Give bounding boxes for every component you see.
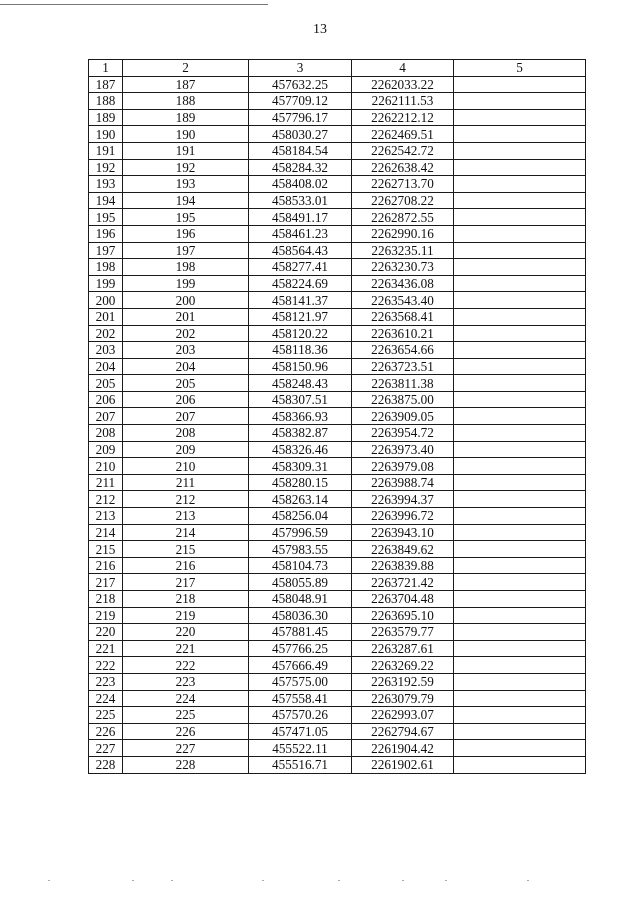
x-coordinate-cell: 458366.93	[249, 408, 352, 425]
note-cell	[454, 375, 586, 392]
point-number-cell: 214	[123, 524, 249, 541]
note-cell	[454, 142, 586, 159]
point-number-cell: 224	[123, 690, 249, 707]
note-cell	[454, 707, 586, 724]
y-coordinate-cell: 2262638.42	[352, 159, 454, 176]
y-coordinate-cell: 2263973.40	[352, 441, 454, 458]
row-number-cell: 215	[89, 541, 123, 558]
note-cell	[454, 259, 586, 276]
y-coordinate-cell: 2263230.73	[352, 259, 454, 276]
y-coordinate-cell: 2262111.53	[352, 93, 454, 110]
row-number-cell: 221	[89, 640, 123, 657]
row-number-cell: 227	[89, 740, 123, 757]
row-number-cell: 209	[89, 441, 123, 458]
y-coordinate-cell: 2262872.55	[352, 209, 454, 226]
x-coordinate-cell: 455522.11	[249, 740, 352, 757]
table-row	[89, 126, 586, 143]
table-row	[89, 176, 586, 193]
y-coordinate-cell: 2262708.22	[352, 192, 454, 209]
x-coordinate-cell: 458141.37	[249, 292, 352, 309]
row-number-cell: 188	[89, 93, 123, 110]
row-number-cell: 228	[89, 756, 123, 773]
row-number-cell: 211	[89, 474, 123, 491]
table-row	[89, 624, 586, 641]
table-row	[89, 375, 586, 392]
note-cell	[454, 591, 586, 608]
note-cell	[454, 358, 586, 375]
point-number-cell: 196	[123, 225, 249, 242]
note-cell	[454, 624, 586, 641]
row-number-cell: 205	[89, 375, 123, 392]
point-number-cell: 197	[123, 242, 249, 259]
x-coordinate-cell: 457709.12	[249, 93, 352, 110]
y-coordinate-cell: 2263839.88	[352, 557, 454, 574]
scan-specks	[0, 880, 640, 884]
y-coordinate-cell: 2262993.07	[352, 707, 454, 724]
point-number-cell: 195	[123, 209, 249, 226]
row-number-cell: 210	[89, 458, 123, 475]
y-coordinate-cell: 2262469.51	[352, 126, 454, 143]
coordinates-table	[88, 59, 586, 774]
point-number-cell: 200	[123, 292, 249, 309]
y-coordinate-cell: 2263192.59	[352, 673, 454, 690]
x-coordinate-cell: 458256.04	[249, 508, 352, 525]
point-number-cell: 189	[123, 109, 249, 126]
y-coordinate-cell: 2263287.61	[352, 640, 454, 657]
point-number-cell: 191	[123, 142, 249, 159]
row-number-cell: 223	[89, 673, 123, 690]
x-coordinate-cell: 458036.30	[249, 607, 352, 624]
y-coordinate-cell: 2263235.11	[352, 242, 454, 259]
point-number-cell: 193	[123, 176, 249, 193]
x-coordinate-cell: 458309.31	[249, 458, 352, 475]
row-number-cell: 220	[89, 624, 123, 641]
table-row	[89, 408, 586, 425]
row-number-cell: 218	[89, 591, 123, 608]
point-number-cell: 208	[123, 425, 249, 442]
table-row	[89, 524, 586, 541]
x-coordinate-cell: 458326.46	[249, 441, 352, 458]
point-number-cell: 220	[123, 624, 249, 641]
point-number-cell: 225	[123, 707, 249, 724]
point-number-cell: 227	[123, 740, 249, 757]
x-coordinate-cell: 458491.17	[249, 209, 352, 226]
x-coordinate-cell: 458277.41	[249, 259, 352, 276]
table-row	[89, 740, 586, 757]
y-coordinate-cell: 2262794.67	[352, 723, 454, 740]
row-number-cell: 187	[89, 76, 123, 93]
row-number-cell: 212	[89, 491, 123, 508]
y-coordinate-cell: 2263943.10	[352, 524, 454, 541]
row-number-cell: 194	[89, 192, 123, 209]
note-cell	[454, 391, 586, 408]
column-header-2: 2	[123, 60, 249, 77]
point-number-cell: 187	[123, 76, 249, 93]
table-row	[89, 673, 586, 690]
row-number-cell: 216	[89, 557, 123, 574]
point-number-cell: 210	[123, 458, 249, 475]
y-coordinate-cell: 2263610.21	[352, 325, 454, 342]
row-number-cell: 202	[89, 325, 123, 342]
y-coordinate-cell: 2263875.00	[352, 391, 454, 408]
note-cell	[454, 308, 586, 325]
table-row	[89, 325, 586, 342]
column-header-5: 5	[454, 60, 586, 77]
x-coordinate-cell: 457996.59	[249, 524, 352, 541]
x-coordinate-cell: 457983.55	[249, 541, 352, 558]
table-row	[89, 209, 586, 226]
table-row	[89, 292, 586, 309]
note-cell	[454, 192, 586, 209]
note-cell	[454, 126, 586, 143]
table-row	[89, 391, 586, 408]
y-coordinate-cell: 2261904.42	[352, 740, 454, 757]
x-coordinate-cell: 458055.89	[249, 574, 352, 591]
point-number-cell: 207	[123, 408, 249, 425]
y-coordinate-cell: 2263988.74	[352, 474, 454, 491]
table-row	[89, 607, 586, 624]
y-coordinate-cell: 2262713.70	[352, 176, 454, 193]
row-number-cell: 193	[89, 176, 123, 193]
y-coordinate-cell: 2263723.51	[352, 358, 454, 375]
column-header-1: 1	[89, 60, 123, 77]
y-coordinate-cell: 2263811.38	[352, 375, 454, 392]
point-number-cell: 219	[123, 607, 249, 624]
page-number: 13	[313, 22, 327, 37]
row-number-cell: 225	[89, 707, 123, 724]
table-row	[89, 192, 586, 209]
table-row	[89, 275, 586, 292]
note-cell	[454, 657, 586, 674]
note-cell	[454, 441, 586, 458]
row-number-cell: 214	[89, 524, 123, 541]
point-number-cell: 222	[123, 657, 249, 674]
point-number-cell: 213	[123, 508, 249, 525]
point-number-cell: 215	[123, 541, 249, 558]
x-coordinate-cell: 458030.27	[249, 126, 352, 143]
y-coordinate-cell: 2263979.08	[352, 458, 454, 475]
row-number-cell: 219	[89, 607, 123, 624]
row-number-cell: 206	[89, 391, 123, 408]
note-cell	[454, 474, 586, 491]
y-coordinate-cell: 2263543.40	[352, 292, 454, 309]
y-coordinate-cell: 2263954.72	[352, 425, 454, 442]
note-cell	[454, 756, 586, 773]
table-row	[89, 109, 586, 126]
row-number-cell: 201	[89, 308, 123, 325]
table-row	[89, 491, 586, 508]
row-number-cell: 199	[89, 275, 123, 292]
note-cell	[454, 690, 586, 707]
row-number-cell: 226	[89, 723, 123, 740]
y-coordinate-cell: 2262033.22	[352, 76, 454, 93]
y-coordinate-cell: 2263695.10	[352, 607, 454, 624]
y-coordinate-cell: 2263704.48	[352, 591, 454, 608]
y-coordinate-cell: 2263269.22	[352, 657, 454, 674]
point-number-cell: 199	[123, 275, 249, 292]
point-number-cell: 205	[123, 375, 249, 392]
note-cell	[454, 342, 586, 359]
table-row	[89, 441, 586, 458]
table-row	[89, 308, 586, 325]
row-number-cell: 191	[89, 142, 123, 159]
x-coordinate-cell: 457766.25	[249, 640, 352, 657]
x-coordinate-cell: 458118.36	[249, 342, 352, 359]
row-number-cell: 222	[89, 657, 123, 674]
note-cell	[454, 458, 586, 475]
x-coordinate-cell: 458307.51	[249, 391, 352, 408]
x-coordinate-cell: 457570.26	[249, 707, 352, 724]
y-coordinate-cell: 2263849.62	[352, 541, 454, 558]
table-row	[89, 142, 586, 159]
note-cell	[454, 607, 586, 624]
x-coordinate-cell: 455516.71	[249, 756, 352, 773]
table-row	[89, 474, 586, 491]
top-rule	[0, 4, 268, 5]
table-row	[89, 358, 586, 375]
y-coordinate-cell: 2263909.05	[352, 408, 454, 425]
note-cell	[454, 673, 586, 690]
x-coordinate-cell: 458120.22	[249, 325, 352, 342]
row-number-cell: 196	[89, 225, 123, 242]
row-number-cell: 198	[89, 259, 123, 276]
column-header-3: 3	[249, 60, 352, 77]
point-number-cell: 211	[123, 474, 249, 491]
point-number-cell: 202	[123, 325, 249, 342]
note-cell	[454, 109, 586, 126]
x-coordinate-cell: 458533.01	[249, 192, 352, 209]
row-number-cell: 200	[89, 292, 123, 309]
x-coordinate-cell: 458461.23	[249, 225, 352, 242]
table-row	[89, 723, 586, 740]
note-cell	[454, 574, 586, 591]
x-coordinate-cell: 458263.14	[249, 491, 352, 508]
note-cell	[454, 557, 586, 574]
note-cell	[454, 159, 586, 176]
point-number-cell: 201	[123, 308, 249, 325]
point-number-cell: 194	[123, 192, 249, 209]
note-cell	[454, 541, 586, 558]
note-cell	[454, 292, 586, 309]
y-coordinate-cell: 2262212.12	[352, 109, 454, 126]
row-number-cell: 189	[89, 109, 123, 126]
note-cell	[454, 93, 586, 110]
x-coordinate-cell: 458382.87	[249, 425, 352, 442]
table-row	[89, 591, 586, 608]
table-row	[89, 159, 586, 176]
x-coordinate-cell: 457558.41	[249, 690, 352, 707]
point-number-cell: 212	[123, 491, 249, 508]
x-coordinate-cell: 457666.49	[249, 657, 352, 674]
note-cell	[454, 325, 586, 342]
y-coordinate-cell: 2261902.61	[352, 756, 454, 773]
x-coordinate-cell: 458564.43	[249, 242, 352, 259]
table-row	[89, 690, 586, 707]
note-cell	[454, 242, 586, 259]
x-coordinate-cell: 458408.02	[249, 176, 352, 193]
point-number-cell: 217	[123, 574, 249, 591]
x-coordinate-cell: 457575.00	[249, 673, 352, 690]
point-number-cell: 188	[123, 93, 249, 110]
table-row	[89, 425, 586, 442]
table-row	[89, 76, 586, 93]
row-number-cell: 207	[89, 408, 123, 425]
point-number-cell: 221	[123, 640, 249, 657]
note-cell	[454, 275, 586, 292]
note-cell	[454, 225, 586, 242]
note-cell	[454, 176, 586, 193]
point-number-cell: 216	[123, 557, 249, 574]
x-coordinate-cell: 458224.69	[249, 275, 352, 292]
x-coordinate-cell: 458150.96	[249, 358, 352, 375]
note-cell	[454, 740, 586, 757]
x-coordinate-cell: 458104.73	[249, 557, 352, 574]
x-coordinate-cell: 458284.32	[249, 159, 352, 176]
row-number-cell: 190	[89, 126, 123, 143]
row-number-cell: 195	[89, 209, 123, 226]
row-number-cell: 208	[89, 425, 123, 442]
y-coordinate-cell: 2263079.79	[352, 690, 454, 707]
row-number-cell: 224	[89, 690, 123, 707]
note-cell	[454, 425, 586, 442]
point-number-cell: 203	[123, 342, 249, 359]
table-row	[89, 508, 586, 525]
row-number-cell: 192	[89, 159, 123, 176]
row-number-cell: 203	[89, 342, 123, 359]
x-coordinate-cell: 458121.97	[249, 308, 352, 325]
note-cell	[454, 209, 586, 226]
table-row	[89, 707, 586, 724]
table-row	[89, 458, 586, 475]
table-header	[89, 60, 586, 77]
y-coordinate-cell: 2263994.37	[352, 491, 454, 508]
header-row	[89, 60, 586, 77]
row-number-cell: 204	[89, 358, 123, 375]
x-coordinate-cell: 458280.15	[249, 474, 352, 491]
x-coordinate-cell: 457471.05	[249, 723, 352, 740]
y-coordinate-cell: 2263721.42	[352, 574, 454, 591]
x-coordinate-cell: 458048.91	[249, 591, 352, 608]
point-number-cell: 223	[123, 673, 249, 690]
point-number-cell: 209	[123, 441, 249, 458]
table-row	[89, 342, 586, 359]
row-number-cell: 213	[89, 508, 123, 525]
note-cell	[454, 723, 586, 740]
note-cell	[454, 524, 586, 541]
note-cell	[454, 491, 586, 508]
row-number-cell: 197	[89, 242, 123, 259]
y-coordinate-cell: 2263568.41	[352, 308, 454, 325]
x-coordinate-cell: 457881.45	[249, 624, 352, 641]
note-cell	[454, 76, 586, 93]
y-coordinate-cell: 2263579.77	[352, 624, 454, 641]
table-body	[89, 76, 586, 773]
note-cell	[454, 408, 586, 425]
point-number-cell: 228	[123, 756, 249, 773]
y-coordinate-cell: 2262990.16	[352, 225, 454, 242]
table-row	[89, 242, 586, 259]
table-row	[89, 640, 586, 657]
note-cell	[454, 508, 586, 525]
point-number-cell: 190	[123, 126, 249, 143]
point-number-cell: 206	[123, 391, 249, 408]
table-row	[89, 574, 586, 591]
table-row	[89, 756, 586, 773]
x-coordinate-cell: 457796.17	[249, 109, 352, 126]
point-number-cell: 198	[123, 259, 249, 276]
table-row	[89, 93, 586, 110]
x-coordinate-cell: 458248.43	[249, 375, 352, 392]
note-cell	[454, 640, 586, 657]
table-row	[89, 657, 586, 674]
point-number-cell: 192	[123, 159, 249, 176]
y-coordinate-cell: 2262542.72	[352, 142, 454, 159]
point-number-cell: 218	[123, 591, 249, 608]
x-coordinate-cell: 458184.54	[249, 142, 352, 159]
table-row	[89, 541, 586, 558]
x-coordinate-cell: 457632.25	[249, 76, 352, 93]
row-number-cell: 217	[89, 574, 123, 591]
point-number-cell: 226	[123, 723, 249, 740]
table-row	[89, 259, 586, 276]
y-coordinate-cell: 2263996.72	[352, 508, 454, 525]
y-coordinate-cell: 2263654.66	[352, 342, 454, 359]
table-row	[89, 557, 586, 574]
point-number-cell: 204	[123, 358, 249, 375]
column-header-4: 4	[352, 60, 454, 77]
y-coordinate-cell: 2263436.08	[352, 275, 454, 292]
table-row	[89, 225, 586, 242]
